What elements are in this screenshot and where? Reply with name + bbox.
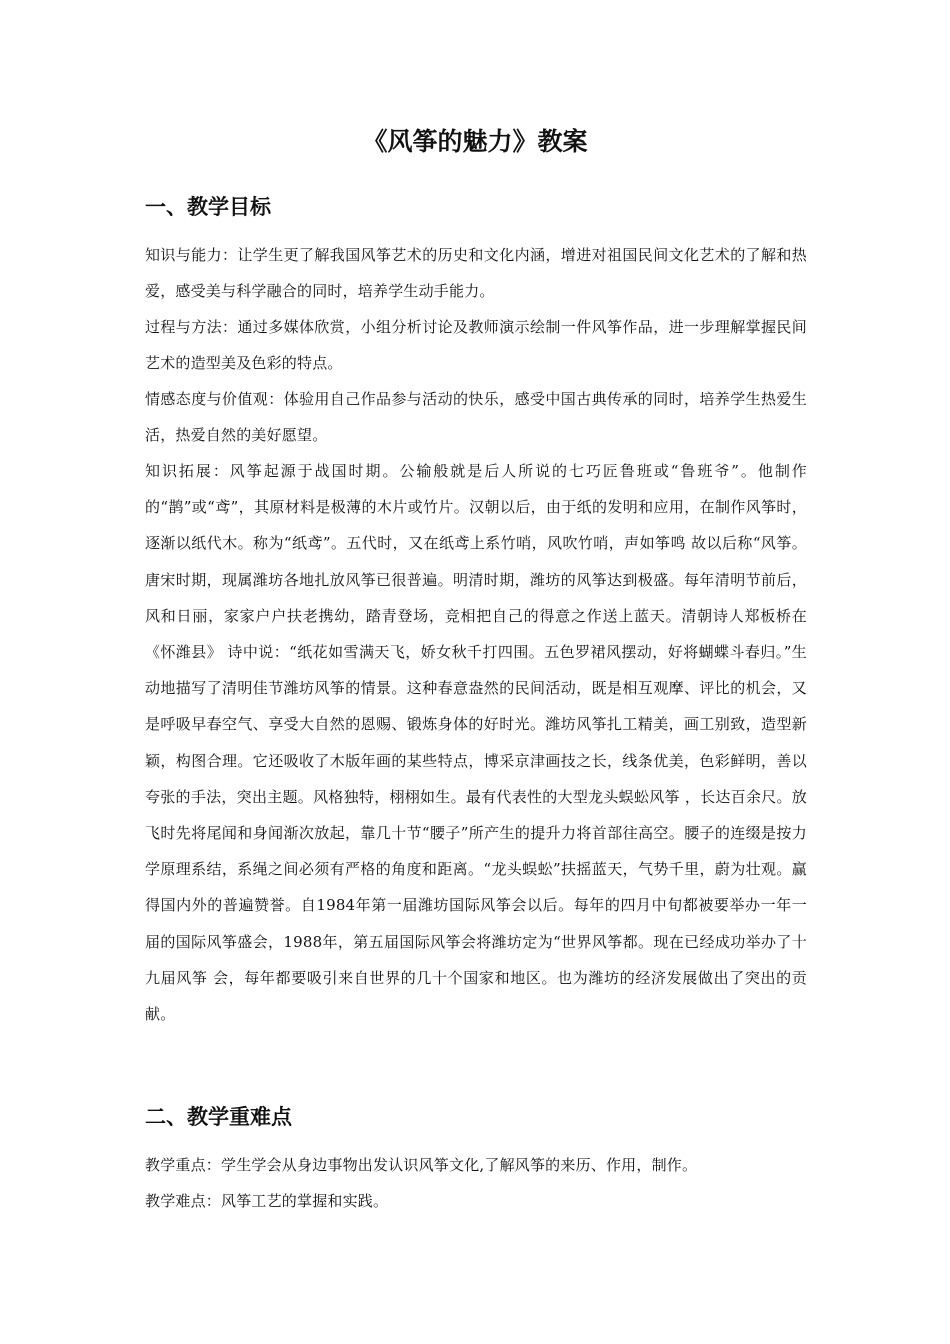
paragraph-process-method: 过程与方法：通过多媒体欣赏，小组分析讨论及教师演示绘制一件风筝作品，进一步理解掌握民间艺术的造型美及色彩的特点。: [145, 318, 807, 373]
paragraph-teaching-focus: 教学重点：学生学会从身边事物出发认识风筝文化,了解风筝的来历、作用，制作。: [145, 1156, 698, 1174]
document-title: 《风筝的魅力》教案: [362, 127, 588, 156]
section-heading-teaching-goals: 一、教学目标: [145, 195, 271, 219]
paragraph-teaching-difficulty: 教学难点：风筝工艺的掌握和实践。: [145, 1192, 389, 1210]
section-heading-key-points: 二、教学重难点: [145, 1105, 292, 1129]
paragraph-knowledge-ability: 知识与能力：让学生更了解我国风筝艺术的历史和文化内涵，增进对祖国民间文化艺术的了解和热爱，感受美与科学融合的同时，培养学生动手能力。: [145, 246, 807, 301]
paragraph-emotion-values: 情感态度与价值观：体验用自己作品参与活动的快乐，感受中国古典传承的同时，培养学生热爱生活，热爱自然的美好愿望。: [145, 390, 807, 445]
paragraph-knowledge-extension: 知识拓展：风筝起源于战国时期。公输般就是后人所说的七巧匠鲁班或“鲁班爷”。他制作的“鹊”或“鸢”，其原材料是极薄的木片或竹片。汉朝以后，由于纸的发明和应用，在制作风筝时，逐渐以纸代木。称为“纸鸢”。五代时，又在纸鸢上系竹哨，风吹竹哨，声如筝鸣 故以后称“风筝。唐宋时期，现属潍坊各地扎放风筝已很普遍。明清时期，潍坊的风筝达到极盛。每年清明节前后，风和日丽，家家户户扶老携幼，踏青登场，竞相把自己的得意之作送上蓝天。清朝诗人郑板桥在《怀潍县》 诗中说：“纸花如雪满天飞，娇女秋千打四围。五色罗裙风摆动，好将蝴蝶斗春归。”生动地描写了清明佳节潍坊风筝的情景。这种春意盎然的民间活动，既是相互观摩、评比的机会，又是呼吸早春空气、享受大自然的恩赐、锻炼身体的好时光。潍坊风筝扎工精美，画工别致，造型新颖，构图合理。它还吸收了木版年画的某些特点，博采京津画技之长，线条优美，色彩鲜明，善以夸张的手法，突出主题。风格独特，栩栩如生。最有代表性的大型龙头蜈蚣风筝 ，长达百余尺。放飞时先将尾闻和身闻渐次放起，靠几十节“腰子”所产生的提升力将首部往高空。腰子的连缀是按力学原理系结，系绳之间必须有严格的角度和距离。“龙头蜈蚣”扶摇蓝天，气势千里，蔚为壮观。赢得国内外的普遍赞誉。自1984年第一届潍坊国际风筝会以后。每年的四月中旬都被要举办一年一届的国际风筝盛会，1988年，第五届国际风筝会将潍坊定为“世界风筝都。现在已经成功举办了十九届风筝 会，每年都要吸引来自世界的几十个国家和地区。也为潍坊的经济发展做出了突出的贡献。: [145, 462, 807, 1024]
